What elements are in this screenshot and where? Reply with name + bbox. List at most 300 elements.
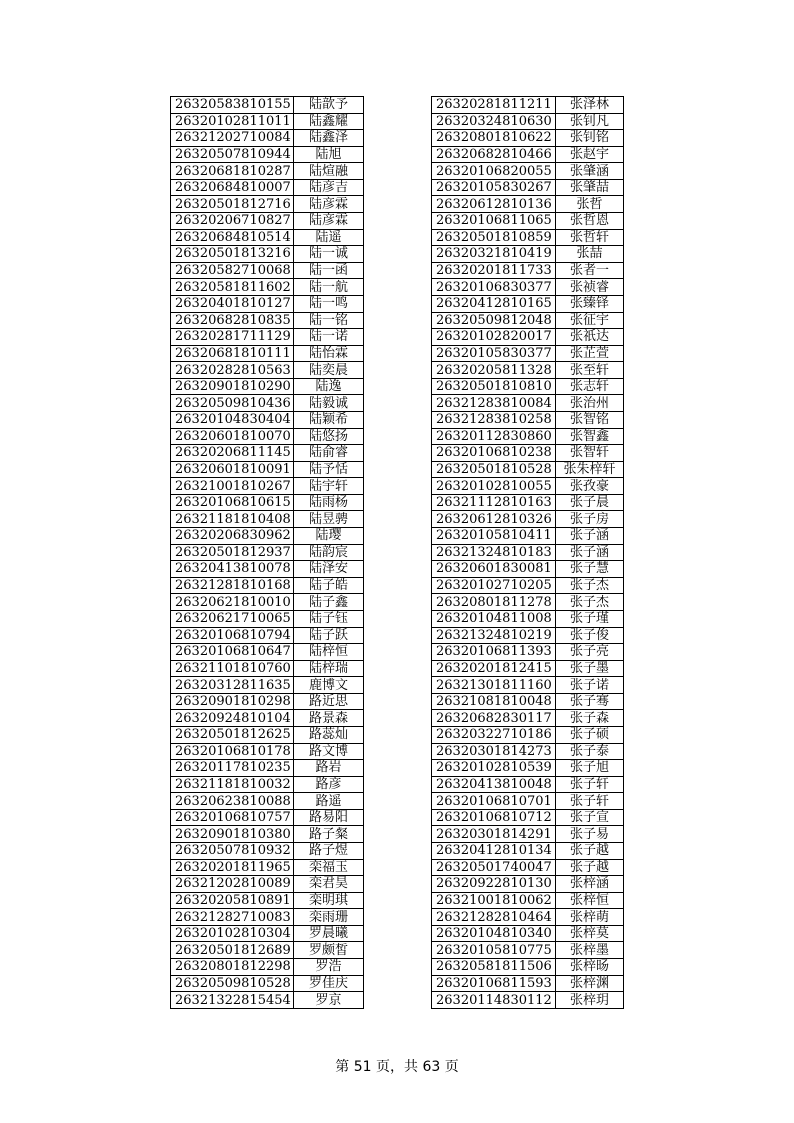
exam-id-cell: 26321301811160	[432, 677, 556, 694]
student-name-cell: 张子亮	[556, 644, 624, 661]
exam-id-cell: 26321001810267	[171, 478, 294, 495]
exam-id-cell: 26320801810622	[432, 130, 556, 147]
exam-id-cell: 26320105810775	[432, 942, 556, 959]
table-row	[171, 876, 364, 893]
student-name-cell: 张志轩	[556, 378, 624, 395]
student-name-cell: 陆悠扬	[294, 428, 364, 445]
table-row	[171, 594, 364, 611]
student-name-cell: 张者一	[556, 262, 624, 279]
exam-id-cell: 26320924810104	[171, 710, 294, 727]
exam-id-cell: 26320501812716	[171, 196, 294, 213]
student-name-cell: 栾雨珊	[294, 909, 364, 926]
exam-id-cell: 26320581811506	[432, 959, 556, 976]
exam-id-cell: 26320501810528	[432, 461, 556, 478]
table-row	[432, 378, 624, 395]
table-row	[432, 942, 624, 959]
table-row	[171, 544, 364, 561]
student-name-cell: 张子诺	[556, 677, 624, 694]
exam-id-cell: 26321324810183	[432, 544, 556, 561]
exam-id-cell: 26320281711129	[171, 329, 294, 346]
exam-id-cell: 26320201812415	[432, 660, 556, 677]
student-name-cell: 张梓玥	[556, 992, 624, 1009]
student-name-cell: 陆韵宸	[294, 544, 364, 561]
exam-id-cell: 26321001810062	[432, 892, 556, 909]
exam-id-cell: 26320922810130	[432, 876, 556, 893]
exam-id-cell: 26321101810760	[171, 660, 294, 677]
student-name-cell: 罗浩	[294, 959, 364, 976]
table-row	[432, 660, 624, 677]
table-row	[171, 395, 364, 412]
student-name-cell: 张祇达	[556, 329, 624, 346]
exam-id-cell: 26320106811393	[432, 644, 556, 661]
student-name-cell: 张子墨	[556, 660, 624, 677]
exam-id-cell: 26320501813216	[171, 246, 294, 263]
student-name-cell: 张子泰	[556, 743, 624, 760]
exam-id-cell: 26320301814291	[432, 826, 556, 843]
exam-id-cell: 26320682830117	[432, 710, 556, 727]
exam-id-cell: 26320684810514	[171, 229, 294, 246]
table-row	[432, 428, 624, 445]
student-name-cell: 路子粲	[294, 826, 364, 843]
exam-id-cell: 26320114830112	[432, 992, 556, 1009]
student-name-cell: 陆怡霖	[294, 345, 364, 362]
exam-id-cell: 26320412810134	[432, 843, 556, 860]
exam-id-cell: 26320206710827	[171, 213, 294, 230]
table-row	[171, 743, 364, 760]
student-name-cell: 张治州	[556, 395, 624, 412]
right-roster-table	[431, 96, 624, 1009]
exam-id-cell: 26320206811145	[171, 445, 294, 462]
exam-id-cell: 26320102810304	[171, 925, 294, 942]
table-row	[171, 411, 364, 428]
student-name-cell: 陆宇轩	[294, 478, 364, 495]
left-roster-body	[171, 97, 364, 1009]
table-row	[432, 909, 624, 926]
student-name-cell: 陆鑫泽	[294, 130, 364, 147]
student-name-cell: 张泽林	[556, 97, 624, 114]
exam-id-cell: 26320582710068	[171, 262, 294, 279]
table-row	[432, 179, 624, 196]
table-row	[432, 163, 624, 180]
student-name-cell: 罗颇皙	[294, 942, 364, 959]
table-row	[432, 246, 624, 263]
table-row	[171, 179, 364, 196]
table-row	[171, 693, 364, 710]
student-name-cell: 路岩	[294, 760, 364, 777]
table-row	[432, 312, 624, 329]
exam-id-cell: 26320581811602	[171, 279, 294, 296]
student-name-cell: 张子杰	[556, 594, 624, 611]
student-name-cell: 路遥	[294, 793, 364, 810]
table-row	[432, 97, 624, 114]
table-row	[432, 395, 624, 412]
student-name-cell: 张子越	[556, 843, 624, 860]
table-row	[432, 345, 624, 362]
table-row	[432, 461, 624, 478]
table-row	[432, 859, 624, 876]
table-row	[432, 130, 624, 147]
student-name-cell: 陆彦霖	[294, 213, 364, 230]
exam-id-cell: 26320117810235	[171, 760, 294, 777]
table-row	[171, 428, 364, 445]
student-name-cell: 张肇涵	[556, 163, 624, 180]
exam-id-cell: 26320106811065	[432, 213, 556, 230]
exam-id-cell: 26320501810859	[432, 229, 556, 246]
student-name-cell: 罗京	[294, 992, 364, 1009]
table-row	[432, 726, 624, 743]
table-row	[171, 760, 364, 777]
exam-id-cell: 26320583810155	[171, 97, 294, 114]
exam-id-cell: 26321202710084	[171, 130, 294, 147]
exam-id-cell: 26320102810539	[432, 760, 556, 777]
table-row	[171, 644, 364, 661]
exam-id-cell: 26320501812937	[171, 544, 294, 561]
exam-id-cell: 26321282810464	[432, 909, 556, 926]
exam-id-cell: 26320301814273	[432, 743, 556, 760]
student-name-cell: 陆梓恒	[294, 644, 364, 661]
exam-id-cell: 26320507810944	[171, 146, 294, 163]
student-name-cell: 张子轩	[556, 776, 624, 793]
student-name-cell: 张子旭	[556, 760, 624, 777]
table-row	[171, 975, 364, 992]
student-name-cell: 栾福玉	[294, 859, 364, 876]
table-row	[432, 494, 624, 511]
table-row	[171, 843, 364, 860]
table-row	[171, 113, 364, 130]
student-name-cell: 路文博	[294, 743, 364, 760]
exam-id-cell: 26320501812625	[171, 726, 294, 743]
student-name-cell: 张梓渊	[556, 975, 624, 992]
table-row	[171, 146, 364, 163]
exam-id-cell: 26320324810630	[432, 113, 556, 130]
table-row	[432, 113, 624, 130]
student-name-cell: 陆雨杨	[294, 494, 364, 511]
exam-id-cell: 26320102811011	[171, 113, 294, 130]
exam-id-cell: 26321324810219	[432, 627, 556, 644]
student-name-cell: 陆奕晨	[294, 362, 364, 379]
exam-id-cell: 26320601810091	[171, 461, 294, 478]
student-name-cell: 陆彦吉	[294, 179, 364, 196]
table-row	[432, 710, 624, 727]
table-row	[171, 262, 364, 279]
student-name-cell: 陆一航	[294, 279, 364, 296]
table-row	[171, 494, 364, 511]
exam-id-cell: 26320105810411	[432, 528, 556, 545]
student-name-cell: 陆遥	[294, 229, 364, 246]
table-row	[171, 295, 364, 312]
table-row	[171, 561, 364, 578]
right-roster-body	[432, 97, 624, 1009]
student-name-cell: 张子轩	[556, 793, 624, 810]
table-row	[432, 677, 624, 694]
page-footer: 第 51 页，共 63 页	[335, 1059, 459, 1075]
student-name-cell: 陆鑫耀	[294, 113, 364, 130]
table-row	[171, 461, 364, 478]
table-row	[432, 329, 624, 346]
exam-id-cell: 26320681810287	[171, 163, 294, 180]
student-name-cell: 陆予恬	[294, 461, 364, 478]
student-name-cell: 张子瑾	[556, 610, 624, 627]
student-name-cell: 陆旭	[294, 146, 364, 163]
student-name-cell: 陆一诺	[294, 329, 364, 346]
table-row	[432, 627, 624, 644]
exam-id-cell: 26320501740047	[432, 859, 556, 876]
student-name-cell: 陆毅诚	[294, 395, 364, 412]
exam-id-cell: 26320901810298	[171, 693, 294, 710]
exam-id-cell: 26320205811328	[432, 362, 556, 379]
exam-id-cell: 26320801812298	[171, 959, 294, 976]
exam-id-cell: 26320312811635	[171, 677, 294, 694]
student-name-cell: 张子骞	[556, 693, 624, 710]
table-row	[171, 925, 364, 942]
table-row	[432, 826, 624, 843]
student-name-cell: 路子煜	[294, 843, 364, 860]
exam-id-cell: 26320106810647	[171, 644, 294, 661]
student-name-cell: 张肇喆	[556, 179, 624, 196]
exam-id-cell: 26320205810891	[171, 892, 294, 909]
student-name-cell: 栾君昊	[294, 876, 364, 893]
table-row	[432, 295, 624, 312]
student-name-cell: 陆璎	[294, 528, 364, 545]
exam-id-cell: 26320102820017	[432, 329, 556, 346]
student-name-cell: 陆一铭	[294, 312, 364, 329]
exam-id-cell: 26320612810136	[432, 196, 556, 213]
table-row	[171, 478, 364, 495]
table-row	[432, 445, 624, 462]
student-name-cell: 张子房	[556, 511, 624, 528]
exam-id-cell: 26320621810010	[171, 594, 294, 611]
exam-id-cell: 26320509810436	[171, 395, 294, 412]
student-name-cell: 张梓旸	[556, 959, 624, 976]
table-row	[432, 196, 624, 213]
exam-id-cell: 26320106810701	[432, 793, 556, 810]
student-name-cell: 张子涵	[556, 528, 624, 545]
student-name-cell: 张赵宇	[556, 146, 624, 163]
student-name-cell: 张钊凡	[556, 113, 624, 130]
exam-id-cell: 26320501812689	[171, 942, 294, 959]
exam-id-cell: 26320321810419	[432, 246, 556, 263]
student-name-cell: 陆子皓	[294, 577, 364, 594]
table-row	[171, 577, 364, 594]
table-row	[171, 610, 364, 627]
table-row	[171, 892, 364, 909]
exam-id-cell: 26320104811008	[432, 610, 556, 627]
student-name-cell: 陆彦霖	[294, 196, 364, 213]
exam-id-cell: 26320401810127	[171, 295, 294, 312]
student-name-cell: 张子易	[556, 826, 624, 843]
student-name-cell: 张梓涵	[556, 876, 624, 893]
table-row	[432, 594, 624, 611]
student-name-cell: 陆子跃	[294, 627, 364, 644]
student-name-cell: 张朱梓轩	[556, 461, 624, 478]
table-row	[171, 213, 364, 230]
table-row	[171, 279, 364, 296]
student-name-cell: 张子慧	[556, 561, 624, 578]
student-name-cell: 张子晨	[556, 494, 624, 511]
table-row	[432, 959, 624, 976]
table-row	[432, 577, 624, 594]
exam-id-cell: 26320601810070	[171, 428, 294, 445]
table-row	[171, 329, 364, 346]
exam-id-cell: 26320104830404	[171, 411, 294, 428]
table-row	[171, 445, 364, 462]
exam-id-cell: 26320322710186	[432, 726, 556, 743]
student-name-cell: 陆子鑫	[294, 594, 364, 611]
table-row	[171, 942, 364, 959]
exam-id-cell: 26321283810258	[432, 411, 556, 428]
exam-id-cell: 26320206830962	[171, 528, 294, 545]
exam-id-cell: 26320507810932	[171, 843, 294, 860]
exam-id-cell: 26320801811278	[432, 594, 556, 611]
table-row	[432, 362, 624, 379]
exam-id-cell: 26320612810326	[432, 511, 556, 528]
table-row	[432, 843, 624, 860]
exam-id-cell: 26320682810835	[171, 312, 294, 329]
student-name-cell: 张子杰	[556, 577, 624, 594]
student-name-cell: 张梓莫	[556, 925, 624, 942]
exam-id-cell: 26321181810408	[171, 511, 294, 528]
student-name-cell: 张梓墨	[556, 942, 624, 959]
table-row	[432, 876, 624, 893]
table-row	[171, 627, 364, 644]
exam-id-cell: 26320901810290	[171, 378, 294, 395]
exam-id-cell: 26320901810380	[171, 826, 294, 843]
table-row	[432, 925, 624, 942]
student-name-cell: 张子俊	[556, 627, 624, 644]
table-row	[432, 229, 624, 246]
table-row	[432, 213, 624, 230]
exam-id-cell: 26320509810528	[171, 975, 294, 992]
table-row	[171, 97, 364, 114]
student-name-cell: 张喆	[556, 246, 624, 263]
table-row	[171, 196, 364, 213]
table-row	[432, 561, 624, 578]
table-row	[171, 362, 364, 379]
student-name-cell: 路近思	[294, 693, 364, 710]
exam-id-cell: 26320105830377	[432, 345, 556, 362]
table-row	[171, 826, 364, 843]
exam-id-cell: 26321112810163	[432, 494, 556, 511]
exam-id-cell: 26320106830377	[432, 279, 556, 296]
student-name-cell: 张臻铎	[556, 295, 624, 312]
student-name-cell: 张子越	[556, 859, 624, 876]
student-name-cell: 陆子钰	[294, 610, 364, 627]
student-name-cell: 路蕊灿	[294, 726, 364, 743]
table-row	[171, 312, 364, 329]
table-row	[432, 146, 624, 163]
exam-id-cell: 26320413810078	[171, 561, 294, 578]
table-row	[171, 726, 364, 743]
table-row	[171, 163, 364, 180]
student-name-cell: 陆颖希	[294, 411, 364, 428]
exam-id-cell: 26321322815454	[171, 992, 294, 1009]
student-name-cell: 陆一鸣	[294, 295, 364, 312]
exam-id-cell: 26320102710205	[432, 577, 556, 594]
table-row	[432, 478, 624, 495]
exam-id-cell: 26321181810032	[171, 776, 294, 793]
exam-id-cell: 26320282810563	[171, 362, 294, 379]
table-row	[171, 809, 364, 826]
student-name-cell: 陆一诚	[294, 246, 364, 263]
table-row	[432, 544, 624, 561]
table-row	[432, 992, 624, 1009]
table-row	[432, 644, 624, 661]
exam-id-cell: 26320413810048	[432, 776, 556, 793]
student-name-cell: 陆逸	[294, 378, 364, 395]
exam-id-cell: 26320106810794	[171, 627, 294, 644]
exam-id-cell: 26320201811965	[171, 859, 294, 876]
table-row	[432, 610, 624, 627]
table-row	[171, 677, 364, 694]
exam-id-cell: 26320106811593	[432, 975, 556, 992]
student-name-cell: 鹿博文	[294, 677, 364, 694]
table-row	[432, 793, 624, 810]
table-row	[432, 262, 624, 279]
exam-id-cell: 26320681810111	[171, 345, 294, 362]
student-name-cell: 陆梓瑞	[294, 660, 364, 677]
exam-id-cell: 26320106810178	[171, 743, 294, 760]
student-name-cell: 罗晨曦	[294, 925, 364, 942]
exam-id-cell: 26321282710083	[171, 909, 294, 926]
student-name-cell: 陆煊融	[294, 163, 364, 180]
student-name-cell: 张征宇	[556, 312, 624, 329]
table-row	[171, 511, 364, 528]
exam-id-cell: 26320601830081	[432, 561, 556, 578]
exam-id-cell: 26320412810165	[432, 295, 556, 312]
table-row	[171, 992, 364, 1009]
exam-id-cell: 26320281811211	[432, 97, 556, 114]
table-row	[171, 229, 364, 246]
student-name-cell: 罗佳庆	[294, 975, 364, 992]
student-name-cell: 路景森	[294, 710, 364, 727]
table-row	[171, 793, 364, 810]
exam-id-cell: 26320106810238	[432, 445, 556, 462]
table-row	[432, 528, 624, 545]
student-name-cell: 陆昱骋	[294, 511, 364, 528]
exam-id-cell: 26320106810712	[432, 809, 556, 826]
student-name-cell: 张智铭	[556, 411, 624, 428]
student-name-cell: 张哲恩	[556, 213, 624, 230]
student-name-cell: 张芷萱	[556, 345, 624, 362]
student-name-cell: 路易阳	[294, 809, 364, 826]
student-name-cell: 张子宣	[556, 809, 624, 826]
student-name-cell: 张哲轩	[556, 229, 624, 246]
student-name-cell: 张孜豪	[556, 478, 624, 495]
exam-id-cell: 26321202810089	[171, 876, 294, 893]
exam-id-cell: 26320102810055	[432, 478, 556, 495]
table-row	[171, 528, 364, 545]
exam-id-cell: 26320501810810	[432, 378, 556, 395]
exam-id-cell: 26320105830267	[432, 179, 556, 196]
student-name-cell: 陆俞睿	[294, 445, 364, 462]
table-row	[171, 710, 364, 727]
student-name-cell: 栾明琪	[294, 892, 364, 909]
table-row	[432, 892, 624, 909]
table-row	[432, 511, 624, 528]
exam-id-cell: 26320509812048	[432, 312, 556, 329]
table-row	[171, 660, 364, 677]
table-row	[432, 693, 624, 710]
left-roster-table	[170, 96, 364, 1009]
table-row	[171, 378, 364, 395]
exam-id-cell: 26320106820055	[432, 163, 556, 180]
exam-id-cell: 26321283810084	[432, 395, 556, 412]
table-row	[432, 776, 624, 793]
student-name-cell: 张智鑫	[556, 428, 624, 445]
table-row	[432, 809, 624, 826]
student-name-cell: 张梓恒	[556, 892, 624, 909]
exam-id-cell: 26320106810757	[171, 809, 294, 826]
